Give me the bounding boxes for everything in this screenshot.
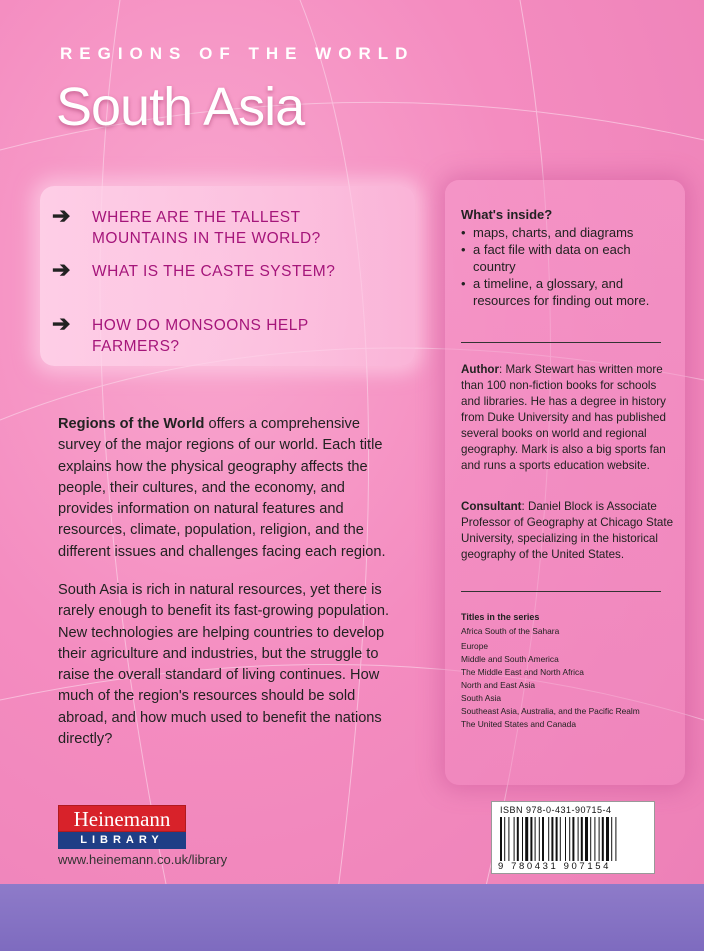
consultant-text: : Daniel Block is Associate Professor of Geography at Chicago State University, specializing in the historical geography of the United States. <box>461 500 674 561</box>
series-title-item: The United States and Canada <box>461 719 577 729</box>
series-title-item: South Asia <box>461 693 502 703</box>
series-label: REGIONS OF THE WORLD <box>60 44 415 63</box>
series-title-item: North and East Asia <box>461 680 536 690</box>
author-bio <box>461 362 676 474</box>
divider <box>461 342 661 343</box>
series-title-item: Africa South of the Sahara <box>461 626 560 636</box>
bullet-icon: • <box>461 225 466 240</box>
author-text: : Mark Stewart has written more than 100 non-fiction books for schools and libraries. He has a degree in history from Duke University and has published several books on world and regional geography. Mark is also a big sports fan and runs a sports education website. <box>461 363 666 472</box>
whats-inside-heading: What's inside? <box>461 207 553 222</box>
description-text: offers a comprehensive survey of the major regions of our world. Each title explains how the physical geography affects the people, their cultures, and the economy, and provides information on natural features and resources, climate, population, religion, and the different issues and challenges facing each region. <box>58 416 386 560</box>
arrow-icon: ➔ <box>52 203 71 228</box>
bullet-icon: • <box>461 276 466 291</box>
question-text: WHERE ARE THE TALLEST MOUNTAINS IN THE WORLD? <box>92 209 321 247</box>
author-label: Author <box>461 363 499 376</box>
bullet-icon: • <box>461 242 466 257</box>
publisher-logo <box>58 805 186 849</box>
publisher-sub: LIBRARY <box>58 832 186 849</box>
footer-band <box>0 884 704 951</box>
arrow-icon: ➔ <box>52 311 71 336</box>
series-title-item: Europe <box>461 641 489 651</box>
whats-inside-text: a timeline, a glossary, and resources for finding out more. <box>473 276 650 308</box>
description-paragraph <box>58 414 403 563</box>
barcode <box>491 801 655 874</box>
titles-in-series-heading: Titles in the series <box>461 612 540 622</box>
question-text: HOW DO MONSOONS HELP FARMERS? <box>92 317 309 355</box>
whats-inside-text: maps, charts, and diagrams <box>473 225 634 240</box>
publisher-name: Heinemann <box>58 805 186 832</box>
series-title-item: Southeast Asia, Australia, and the Pacific Realm <box>461 706 640 716</box>
series-title-item: The Middle East and North Africa <box>461 667 584 677</box>
divider <box>461 591 661 592</box>
whats-inside-text: a fact file with data on each country <box>473 242 631 274</box>
publisher-url: www.heinemann.co.uk/library <box>58 852 228 867</box>
isbn-text: ISBN 978-0-431-90715-4 <box>500 805 612 815</box>
description-paragraph: South Asia is rich in natural resources, yet there is rarely enough to benefit its fast-growing population. New technologies are helping countries to develop their agriculture and industries, but the struggle to raise the overall standard of living continues. How much of the region's resources should be sold abroad, and how much used to benefit the nations directly? <box>58 582 389 748</box>
book-title: South Asia <box>56 77 305 137</box>
question-text: WHAT IS THE CASTE SYSTEM? <box>92 263 336 280</box>
arrow-icon: ➔ <box>52 257 71 282</box>
barcode-number: 9 780431 907154 <box>498 861 611 872</box>
consultant-label: Consultant <box>461 500 522 513</box>
series-title-item: Middle and South America <box>461 654 559 664</box>
barcode-bars <box>498 817 648 861</box>
consultant-bio <box>461 499 676 563</box>
series-name-bold: Regions of the World <box>58 416 205 432</box>
